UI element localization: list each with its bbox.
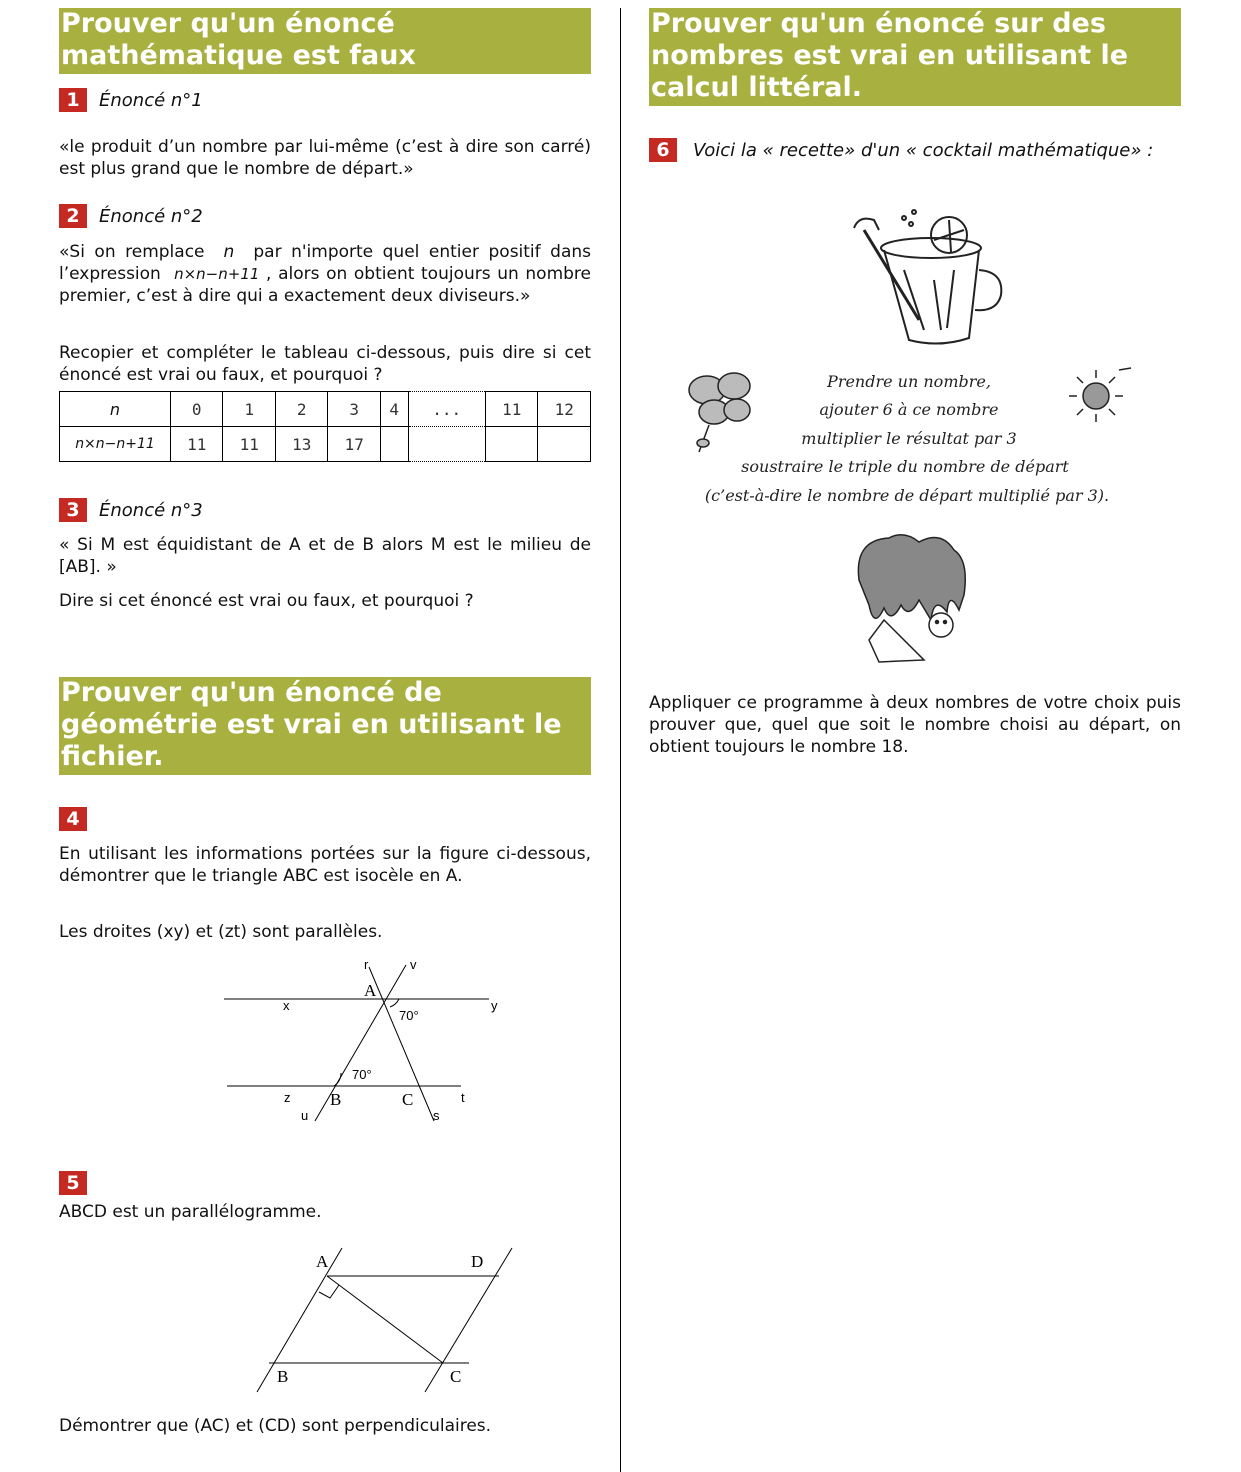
table-cell: 11	[223, 427, 275, 462]
exercise-6-header	[649, 138, 1153, 162]
exercise-2-instruction: Recopier et compléter le tableau ci-dessous, puis dire si cet énoncé est vrai ou faux, et pourquoi ?	[59, 343, 591, 385]
label-B: B	[277, 1367, 289, 1386]
exercise-6-text: Appliquer ce programme à deux nombres de votre choix puis prouver que, quel que soit le nombre choisi au départ, on obtient toujours le nombre 18.	[649, 693, 1181, 757]
label-A: A	[364, 981, 377, 1000]
table-cell: 0	[171, 392, 223, 427]
exercise-2-text: «Si on remplace n par n'importe quel entier positif dans l’expression n×n−n+11 , alors on obtient toujours un nombre premier, c’est à dire qui a exactement deux diviseurs.»	[59, 242, 592, 306]
label-x: x	[283, 998, 290, 1013]
table-cell: 17	[328, 427, 380, 462]
exercise-number: 6	[649, 138, 677, 162]
label-r: r	[364, 957, 369, 972]
label-B: B	[330, 1090, 342, 1109]
exercise-3-text: « Si M est équidistant de A et de B alors M est le milieu de [AB]. »	[59, 535, 591, 577]
recipe-line: soustraire le triple du nombre de départ	[741, 457, 1069, 476]
table-cell	[408, 427, 485, 462]
label-t: t	[461, 1090, 465, 1105]
label-A: A	[316, 1252, 329, 1271]
exercise-2-header	[59, 204, 203, 228]
exercise-number: 1	[59, 88, 87, 112]
table-cell: 11	[171, 427, 223, 462]
label-D: D	[471, 1252, 484, 1271]
table-cell: 2	[275, 392, 327, 427]
table-cell: 12	[538, 392, 591, 427]
label-C: C	[402, 1090, 414, 1109]
label-s: s	[433, 1108, 440, 1123]
exercise-title: Voici la « recette» d'un « cocktail mathématique» :	[693, 139, 1154, 161]
table-cell: ...	[408, 392, 485, 427]
table-cell: 13	[275, 427, 327, 462]
exercise-3-header	[59, 498, 203, 522]
table-cell	[485, 427, 537, 462]
exercise-title: Énoncé n°3	[99, 499, 203, 521]
recipe-line: ajouter 6 à ce nombre	[819, 400, 999, 419]
table-cell	[538, 427, 591, 462]
values-table	[59, 391, 591, 462]
sun-icon	[1069, 368, 1131, 422]
section-title-false-statement: Prouver qu'un énoncé mathématique est faux	[59, 8, 591, 74]
table-cell: 3	[328, 392, 380, 427]
triangle-figure	[219, 955, 519, 1130]
label-u: u	[301, 1108, 309, 1123]
exercise-4-text: En utilisant les informations portées sur la figure ci-dessous, démontrer que le triangle ABC est isocèle en A.	[59, 844, 591, 886]
exercise-3-question: Dire si cet énoncé est vrai ou faux, et pourquoi ?	[59, 591, 474, 611]
section-title-geometry: Prouver qu'un énoncé de géométrie est vrai en utilisant le fichier.	[59, 677, 591, 775]
exercise-5-question: Démontrer que (AC) et (CD) sont perpendiculaires.	[59, 1416, 492, 1436]
table-row	[60, 427, 591, 462]
table-cell	[380, 427, 408, 462]
angle-label-top: 70°	[399, 1008, 419, 1023]
glass-icon	[854, 210, 1001, 344]
parallelogram-figure	[199, 1240, 529, 1400]
table-cell: 1	[223, 392, 275, 427]
splash-icon	[858, 535, 965, 662]
label-v: v	[410, 957, 417, 972]
table-cell: 4	[380, 392, 408, 427]
label-z: z	[284, 1090, 291, 1105]
exercise-4-header	[59, 807, 87, 831]
exercise-title: Énoncé n°1	[99, 89, 203, 111]
exercise-number: 3	[59, 498, 87, 522]
exercise-4-parallel-note: Les droites (xy) et (zt) sont parallèles.	[59, 922, 383, 942]
table-row-header: n×n−n+11	[60, 427, 171, 462]
table-row	[60, 392, 591, 427]
exercise-number: 4	[59, 807, 87, 831]
label-C: C	[450, 1367, 462, 1386]
recipe-line: Prendre un nombre,	[827, 372, 991, 391]
exercise-number: 5	[59, 1171, 87, 1195]
exercise-number: 2	[59, 204, 87, 228]
flower-icon	[689, 373, 750, 452]
angle-label-bottom: 70°	[352, 1067, 372, 1082]
recipe-line: (c’est-à-dire le nombre de départ multiplié par 3).	[704, 486, 1110, 505]
cocktail-illustration	[679, 200, 1149, 670]
table-row-header: n	[60, 392, 171, 427]
exercise-1-header	[59, 88, 203, 112]
exercise-1-text: «le produit d’un nombre par lui-même (c’est à dire son carré) est plus grand que le nombre de départ.»	[59, 137, 591, 179]
section-title-literal-calculus: Prouver qu'un énoncé sur des nombres est vrai en utilisant le calcul littéral.	[649, 8, 1181, 106]
exercise-title: Énoncé n°2	[99, 205, 203, 227]
exercise-5-header	[59, 1171, 87, 1195]
exercise-5-text: ABCD est un parallélogramme.	[59, 1202, 322, 1222]
recipe-line: multiplier le résultat par 3	[801, 429, 1017, 448]
label-y: y	[491, 998, 498, 1013]
column-divider	[620, 8, 621, 1472]
table-cell: 11	[485, 392, 537, 427]
